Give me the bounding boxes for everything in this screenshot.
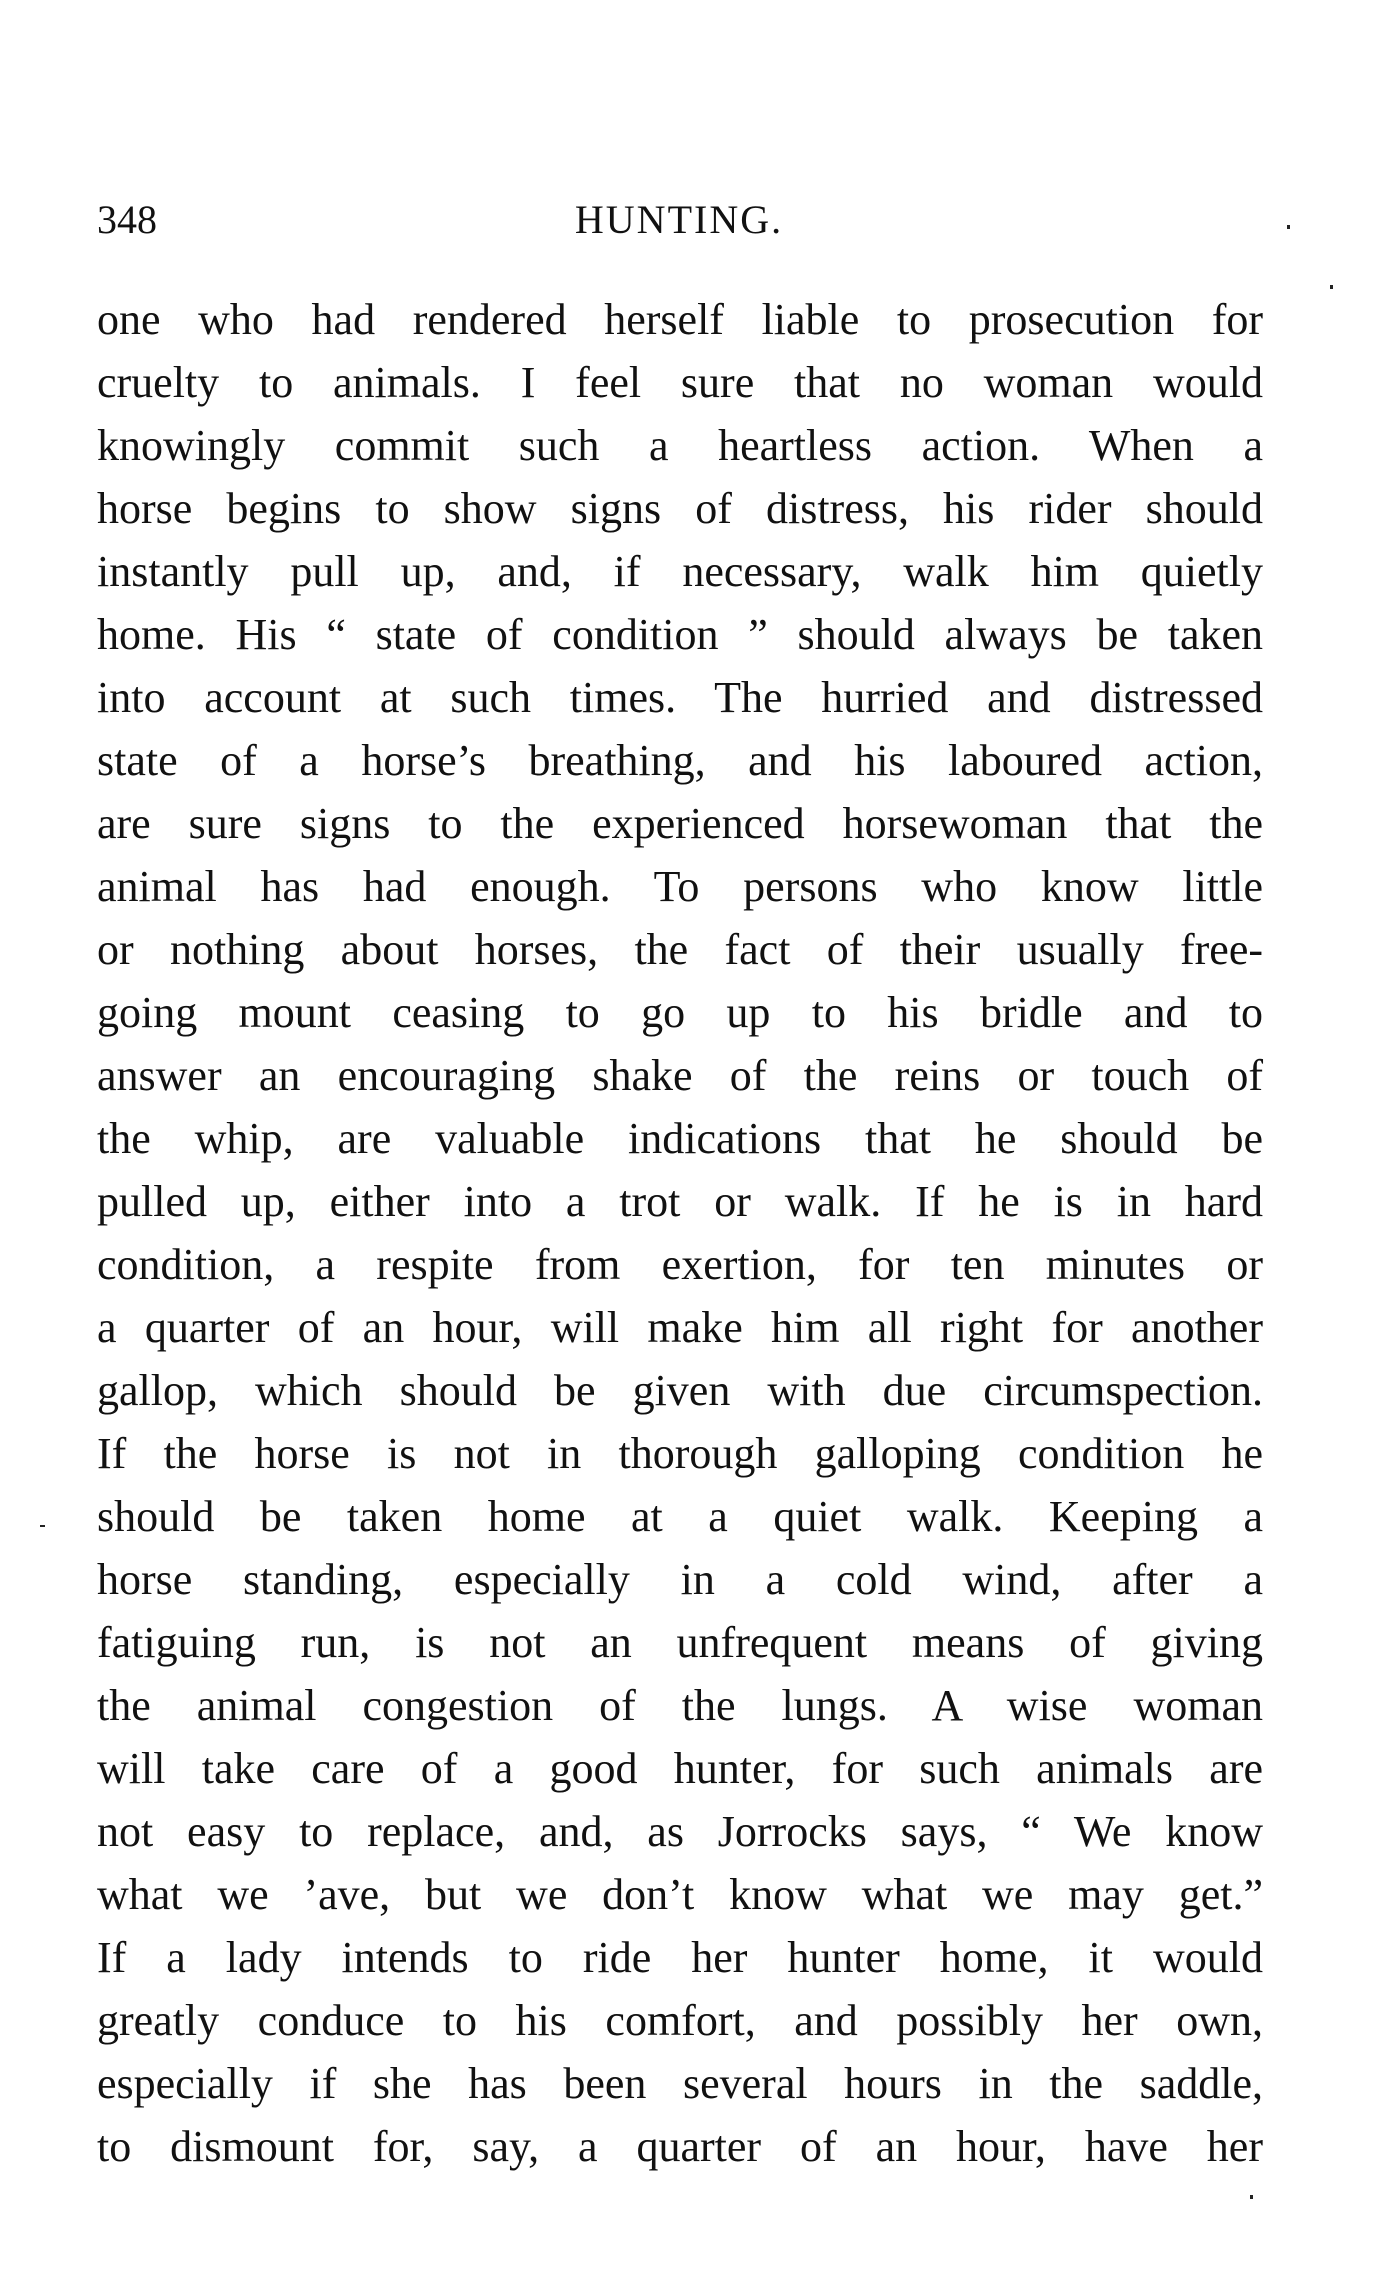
- scan-speck: [1330, 285, 1333, 289]
- text-line: animal has had enough. To persons who know little: [97, 862, 1263, 911]
- text-line: knowingly commit such a heartless action. When a: [97, 421, 1263, 470]
- text-line: home. His “ state of condition ” should always be taken: [97, 610, 1263, 659]
- text-line: going mount ceasing to go up to his bridle and to: [97, 988, 1263, 1037]
- text-line: or nothing about horses, the fact of their usually free-: [97, 925, 1263, 974]
- text-line: If the horse is not in thorough galloping condition he: [97, 1429, 1263, 1478]
- scan-speck: [40, 1525, 45, 1527]
- text-line: should be taken home at a quiet walk. Keeping a: [97, 1492, 1263, 1541]
- text-line: greatly conduce to his comfort, and possibly her own,: [97, 1996, 1263, 2045]
- text-line: instantly pull up, and, if necessary, walk him quietly: [97, 547, 1263, 596]
- running-header: [97, 196, 1261, 256]
- text-line: into account at such times. The hurried and distressed: [97, 673, 1263, 722]
- text-line: horse standing, especially in a cold wind, after a: [97, 1555, 1263, 1604]
- text-line: answer an encouraging shake of the reins or touch of: [97, 1051, 1263, 1100]
- text-line: cruelty to animals. I feel sure that no woman would: [97, 358, 1263, 407]
- text-line: fatiguing run, is not an unfrequent means of giving: [97, 1618, 1263, 1667]
- scan-speck: [1287, 225, 1290, 229]
- text-line: the animal congestion of the lungs. A wise woman: [97, 1681, 1263, 1730]
- text-line: If a lady intends to ride her hunter home, it would: [97, 1933, 1263, 1982]
- text-line: gallop, which should be given with due circumspection.: [97, 1366, 1263, 1415]
- text-line: one who had rendered herself liable to prosecution for: [97, 295, 1263, 344]
- body-text: [97, 288, 1263, 2178]
- text-line: what we ’ave, but we don’t know what we may get.”: [97, 1870, 1263, 1919]
- text-line: not easy to replace, and, as Jorrocks says, “ We know: [97, 1807, 1263, 1856]
- text-line: condition, a respite from exertion, for ten minutes or: [97, 1240, 1263, 1289]
- text-line: state of a horse’s breathing, and his laboured action,: [97, 736, 1263, 785]
- text-line: will take care of a good hunter, for such animals are: [97, 1744, 1263, 1793]
- page-number: 348: [97, 197, 157, 242]
- text-line: pulled up, either into a trot or walk. If he is in hard: [97, 1177, 1263, 1226]
- text-line: the whip, are valuable indications that he should be: [97, 1114, 1263, 1163]
- text-line: a quarter of an hour, will make him all right for another: [97, 1303, 1263, 1352]
- text-line: to dismount for, say, a quarter of an hour, have her: [97, 2122, 1263, 2171]
- text-line: are sure signs to the experienced horsewoman that the: [97, 799, 1263, 848]
- scan-speck: [1250, 2195, 1253, 2199]
- text-line: horse begins to show signs of distress, his rider should: [97, 484, 1263, 533]
- text-line: especially if she has been several hours in the saddle,: [97, 2059, 1263, 2108]
- running-title: HUNTING.: [574, 197, 784, 242]
